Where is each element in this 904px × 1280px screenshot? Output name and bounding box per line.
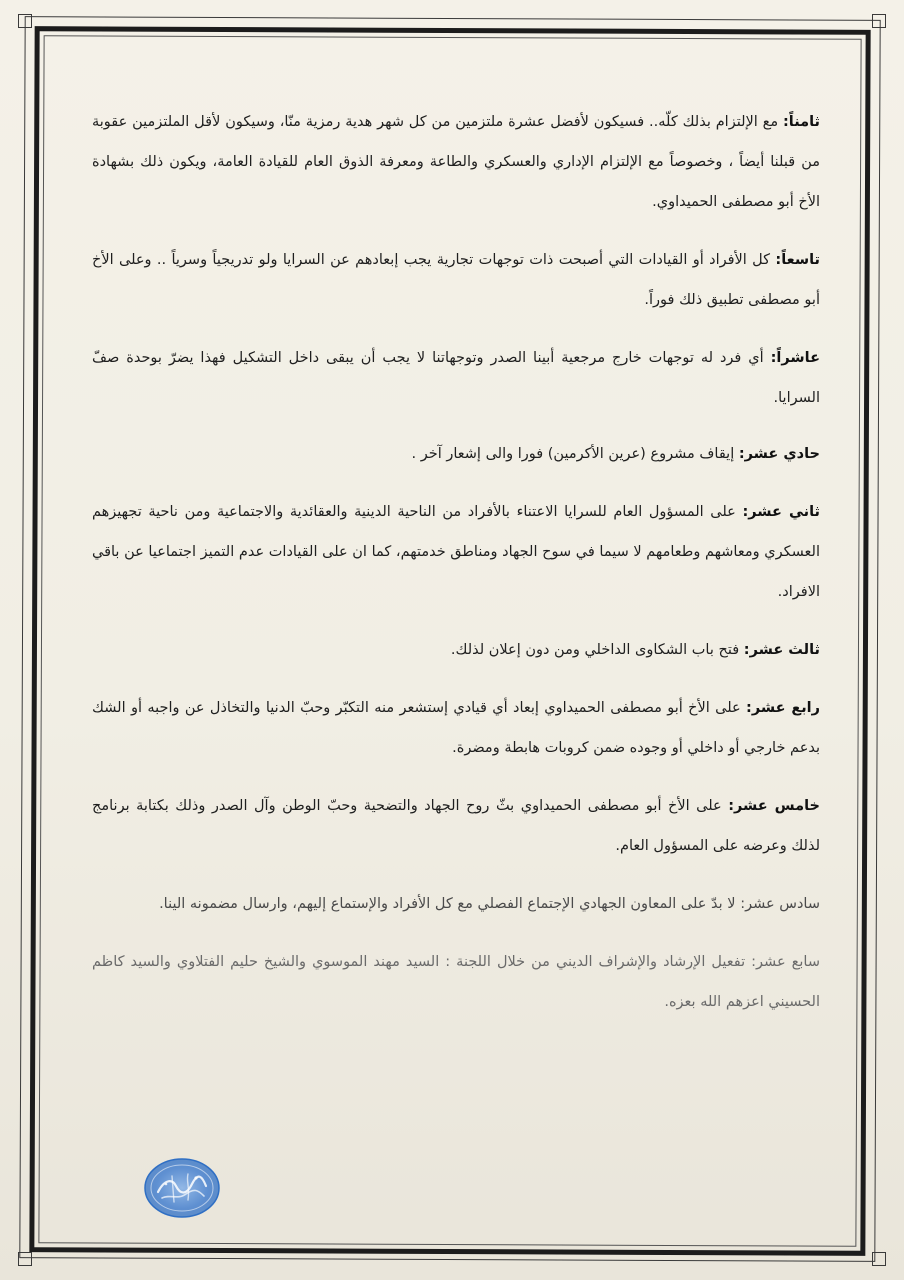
signature-stamp <box>142 1156 222 1220</box>
directive-text: فتح باب الشكاوى الداخلي ومن دون إعلان لذلك. <box>450 642 744 658</box>
directive-heading: سادس عشر: <box>740 896 820 912</box>
directive-heading: عاشراً: <box>770 350 820 366</box>
directive-8 <box>92 102 820 222</box>
directive-10 <box>92 338 820 418</box>
directives-list <box>92 102 820 1040</box>
directive-heading: سابع عشر: <box>751 954 820 970</box>
directive-text: كل الأفراد أو القيادات التي أصبحت ذات توجهات تجارية يجب إبعادهم عن السرايا ولو تدريجياً وسرياً .. وعلى الأخ أبو مصطفى تطبيق ذلك فوراً. <box>92 252 820 308</box>
corner-ornament <box>18 14 32 28</box>
directive-11 <box>92 434 820 474</box>
directive-text: تفعيل الإرشاد والإشراف الديني من خلال اللجنة : السيد مهند الموسوي والشيخ حليم الفتلاوي والسيد كاظم الحسيني اعزهم الله بعزه. <box>92 954 820 1010</box>
directive-text: على الأخ أبو مصطفى الحميداوي إبعاد أي قيادي إستشعر منه التكبّر وحبّ الدنيا والتخاذل عن واجبه أو الشك بدعم خارجي أو داخلي أو وجوده ضمن كروبات هابطة ومضرة. <box>92 700 820 756</box>
corner-ornament <box>872 1252 886 1266</box>
directive-text: لا بدّ على المعاون الجهادي الإجتماع الفصلي مع كل الأفراد والإستماع إليهم، وارسال مضمونه الينا. <box>159 896 741 912</box>
directive-heading: رابع عشر: <box>746 700 820 716</box>
directive-text: أي فرد له توجهات خارج مرجعية أبينا الصدر وتوجهاتنا لا يجب أن يبقى داخل التشكيل فهذا يضرّ بوحدة صفّ السرايا. <box>92 350 820 406</box>
directive-heading: ثاني عشر: <box>742 504 821 520</box>
directive-12 <box>92 492 820 612</box>
directive-9 <box>92 240 820 320</box>
directive-15 <box>92 786 820 866</box>
directive-text: مع الإلتزام بذلك كلّه.. فسيكون لأفضل عشرة ملتزمين من كل شهر هدية رمزية منّا، وسيكون لأقل الملتزمين عقوبة من قبلنا أيضاً ، وخصوصاً مع الإلتزام الإداري والعسكري والطاعة ومعرفة الذوق العام للقيادة العامة، ويكون ذلك بشهادة الأخ أبو مصطفى الحميداوي. <box>92 114 820 210</box>
corner-ornament <box>18 1252 32 1266</box>
directive-heading: تاسعاً: <box>775 252 820 268</box>
directive-heading: حادي عشر: <box>738 446 820 462</box>
directive-14 <box>92 688 820 768</box>
directive-text: على الأخ أبو مصطفى الحميداوي بثّ روح الجهاد والتضحية وحبّ الوطن وآل الصدر وذلك بكتابة برنامج لذلك وعرضه على المسؤول العام. <box>92 798 820 854</box>
directive-17 <box>92 942 820 1022</box>
corner-ornament <box>872 14 886 28</box>
directive-heading: ثالث عشر: <box>743 642 820 658</box>
directive-text: إيقاف مشروع (عرين الأكرمين) فورا والى إشعار آخر . <box>411 446 739 462</box>
directive-16 <box>92 884 820 924</box>
directive-text: على المسؤول العام للسرايا الاعتناء بالأفراد من الناحية الدينية والعقائدية والاجتماعية ومن ناحية تجهيزهم العسكري ومعاشهم وطعامهم لا سيما في سوح الجهاد ومناطق خدمتهم، كما ان على القيادات عدم التميز اجتماعيا عن باقي الافراد. <box>92 504 820 600</box>
directive-heading: خامس عشر: <box>728 798 820 814</box>
directive-13 <box>92 630 820 670</box>
directive-heading: ثامناً: <box>782 114 820 130</box>
